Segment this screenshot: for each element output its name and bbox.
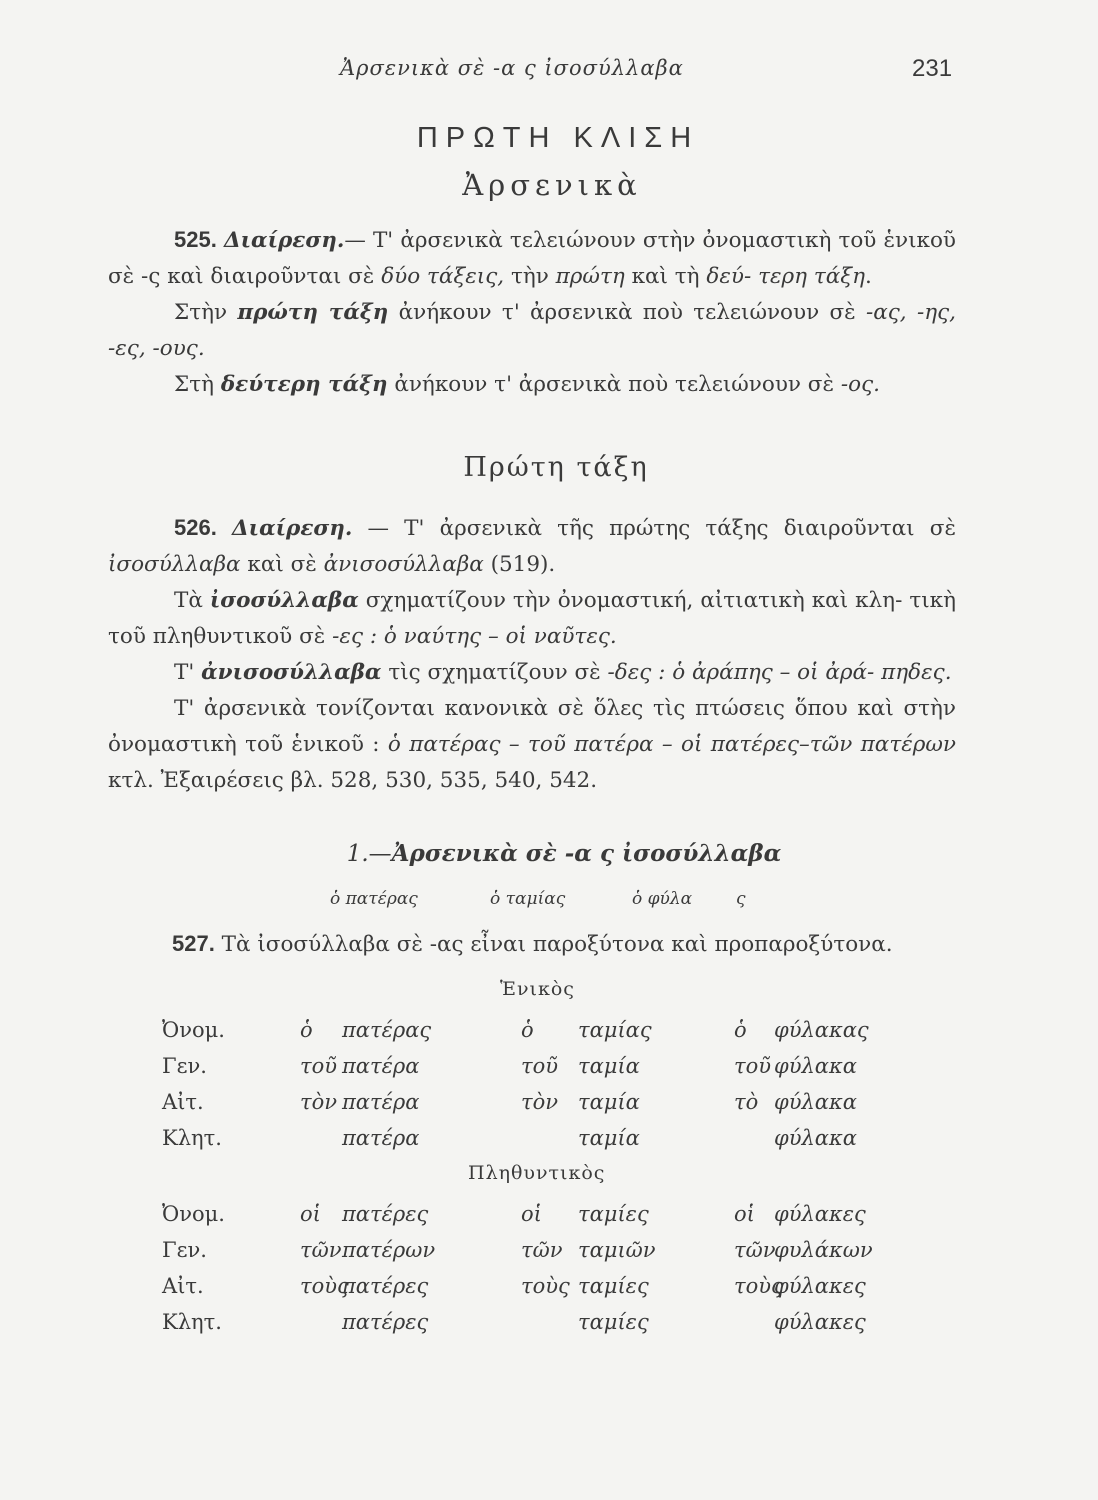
text-run: καὶ σὲ <box>247 552 317 577</box>
noun-form: ταμιῶν <box>578 1238 656 1262</box>
subsection-title: Ἀρσενικὰ σὲ -α ς ἰσοσύλλαβα <box>391 840 782 867</box>
text-run: κτλ. Ἐξαιρέσεις βλ. 528, 530, 535, 540, 542. <box>108 768 598 793</box>
case-label: Κλητ. <box>162 1310 222 1334</box>
italic-run: πηδες. <box>881 660 952 685</box>
noun-form: πατέρων <box>342 1238 436 1262</box>
noun-form: ταμία <box>578 1126 640 1150</box>
chapter-subtitle: Ἀρσενικὰ <box>462 168 642 202</box>
section-heading: Πρώτη τάξη <box>463 452 649 483</box>
subsection-number: 1. <box>346 841 369 867</box>
article: τὸ <box>734 1090 759 1114</box>
article: τοὺς <box>734 1274 783 1298</box>
italic-run: δύο τάξεις, <box>381 264 505 289</box>
italic-run: δεύ- <box>706 264 752 289</box>
text-run: Τὰ <box>174 588 203 613</box>
noun-form: φυλάκων <box>774 1238 873 1262</box>
bold-term: ἀνισοσύλλαβα <box>201 660 382 685</box>
article: τῶν <box>300 1238 342 1262</box>
noun-form: πατέρα <box>342 1054 420 1078</box>
paragraph-term: Διαίρεση. <box>231 516 353 541</box>
article: τοὺς <box>521 1274 570 1298</box>
noun-form: φύλακες <box>774 1274 866 1298</box>
singular-heading: Ἑνικὸς <box>500 978 575 1000</box>
italic-run: ὁ πατέρας – τοῦ πατέρα – οἱ πατέρες–τῶν <box>387 732 853 757</box>
text-run: ἀνήκουν τ' ἀρσενικὰ ποὺ τελειώνουν σὲ <box>398 300 856 325</box>
text-run: Στὴν <box>174 300 228 325</box>
paragraph-525 <box>108 222 956 403</box>
text-run: — Τ' ἀρσενικὰ τῆς πρώτης τάξης διαιροῦνται σὲ <box>367 516 956 541</box>
italic-run: -ες : ὁ ναύτης – οἱ ναῦτες. <box>332 624 617 649</box>
text-run: . <box>865 264 872 289</box>
text-run: Τ' <box>174 660 195 685</box>
italic-run: -ος. <box>840 372 880 397</box>
text-run: τὴν <box>510 264 549 289</box>
noun-form: πατέρας <box>342 1018 432 1042</box>
italic-run: ἰσοσύλλαβα <box>108 552 241 577</box>
noun-form: πατέρα <box>342 1090 420 1114</box>
text-run: στὴν ὀνομαστικὴ τοῦ ἑνικοῦ : <box>108 696 956 757</box>
case-label: Ὀνομ. <box>162 1018 225 1042</box>
paragraph-text: Τὰ ἰσοσύλλαβα σὲ -ας εἶναι παροξύτονα καὶ προπαροξύτονα. <box>221 932 893 957</box>
bold-term: δεύτερη τάξη <box>220 372 388 397</box>
plural-heading: Πληθυντικὸς <box>468 1162 606 1184</box>
article: τὸν <box>300 1090 338 1114</box>
text-run: ἀνήκουν τ' ἀρσενικὰ ποὺ τελειώνουν σὲ <box>394 372 835 397</box>
article: τοῦ <box>734 1054 772 1078</box>
noun-form: φύλακες <box>774 1310 866 1334</box>
chapter-title: ΠΡΩΤΗ ΚΛΙΣΗ <box>416 122 700 154</box>
bold-term: ἰσοσύλλαβα <box>209 588 359 613</box>
noun-form: ταμία <box>578 1054 640 1078</box>
italic-run: -ας, <box>865 300 907 325</box>
article: τῶν <box>734 1238 776 1262</box>
paragraph-527 <box>172 926 893 963</box>
noun-form: φύλακα <box>774 1054 857 1078</box>
noun-form: ταμία <box>578 1090 640 1114</box>
noun-form: ταμίες <box>578 1310 649 1334</box>
italic-run: ἀνισοσύλλαβα <box>323 552 484 577</box>
italic-run: -ης, -ες, -ους. <box>108 300 956 361</box>
example-word: ὁ ταμίας <box>490 889 566 909</box>
page-number: 231 <box>912 55 953 82</box>
noun-form: πατέρες <box>342 1274 429 1298</box>
case-label: Κλητ. <box>162 1126 222 1150</box>
italic-run: τερη τάξη <box>758 264 866 289</box>
article: τοῦ <box>521 1054 559 1078</box>
subsection-heading <box>0 840 1098 867</box>
case-label: Γεν. <box>162 1238 207 1262</box>
paragraph-number: 527. <box>172 931 215 956</box>
noun-form: φύλακας <box>774 1018 869 1042</box>
noun-form: πατέρα <box>342 1126 420 1150</box>
article: οἱ <box>521 1202 542 1226</box>
example-word: ὁ πατέρας <box>330 889 418 909</box>
noun-form: ταμίας <box>578 1018 652 1042</box>
bold-term: πρώτη τάξη <box>237 300 389 325</box>
article: τὸν <box>521 1090 559 1114</box>
article: τοῦ <box>300 1054 338 1078</box>
text-run: Τ' ἀρσενικὰ τονίζονται κανονικὰ σὲ ὅλες τὶς πτώσεις ὅπου καὶ <box>174 696 894 721</box>
case-label: Ὀνομ. <box>162 1202 225 1226</box>
article: ὁ <box>734 1018 747 1042</box>
noun-form: φύλακες <box>774 1202 866 1226</box>
noun-form: πατέρες <box>342 1202 429 1226</box>
paragraph-526 <box>108 510 956 799</box>
text-run: τικὴ τοῦ πληθυντικοῦ σὲ <box>108 588 956 649</box>
noun-form: πατέρες <box>342 1310 429 1334</box>
text-run: καὶ τὴ <box>631 264 700 289</box>
italic-run: πρώτη <box>555 264 625 289</box>
article: οἱ <box>300 1202 321 1226</box>
noun-form: φύλακα <box>774 1090 857 1114</box>
case-label: Αἰτ. <box>162 1090 204 1114</box>
text-run: Στὴ <box>174 372 214 397</box>
text-run: (519). <box>490 552 556 577</box>
example-word: ὁ φύλα <box>632 889 693 909</box>
italic-run: -δες : ὁ ἀράπης – οἱ ἀρά- <box>607 660 875 685</box>
case-label: Αἰτ. <box>162 1274 204 1298</box>
example-word: ς <box>736 889 746 909</box>
article: τοὺς <box>300 1274 349 1298</box>
noun-form: ταμίες <box>578 1202 649 1226</box>
subsection-dash: — <box>368 841 392 867</box>
paragraph-term: Διαίρεση. <box>223 228 345 253</box>
text-run: σχηματίζουν τὴν ὀνομαστική, αἰτιατικὴ καὶ κλη- <box>365 588 903 613</box>
article: οἱ <box>734 1202 755 1226</box>
running-head: Ἀρσενικὰ σὲ -α ς ἰσοσύλλαβα <box>340 56 684 80</box>
article: ὁ <box>300 1018 313 1042</box>
noun-form: φύλακα <box>774 1126 857 1150</box>
article: ὁ <box>521 1018 534 1042</box>
article: τῶν <box>521 1238 563 1262</box>
paragraph-number: 525. <box>174 227 217 252</box>
noun-form: ταμίες <box>578 1274 649 1298</box>
case-label: Γεν. <box>162 1054 207 1078</box>
paragraph-number: 526. <box>174 515 217 540</box>
text-run: ἑνικοῦ σὲ -ς καὶ διαιροῦνται σὲ <box>108 228 956 289</box>
text-run: τὶς σχηματίζουν σὲ <box>388 660 601 685</box>
text-run: — Τ' ἀρσενικὰ τελειώνουν στὴν ὀνομαστικὴ τοῦ <box>344 228 877 253</box>
italic-run: πατέρων <box>860 732 956 757</box>
